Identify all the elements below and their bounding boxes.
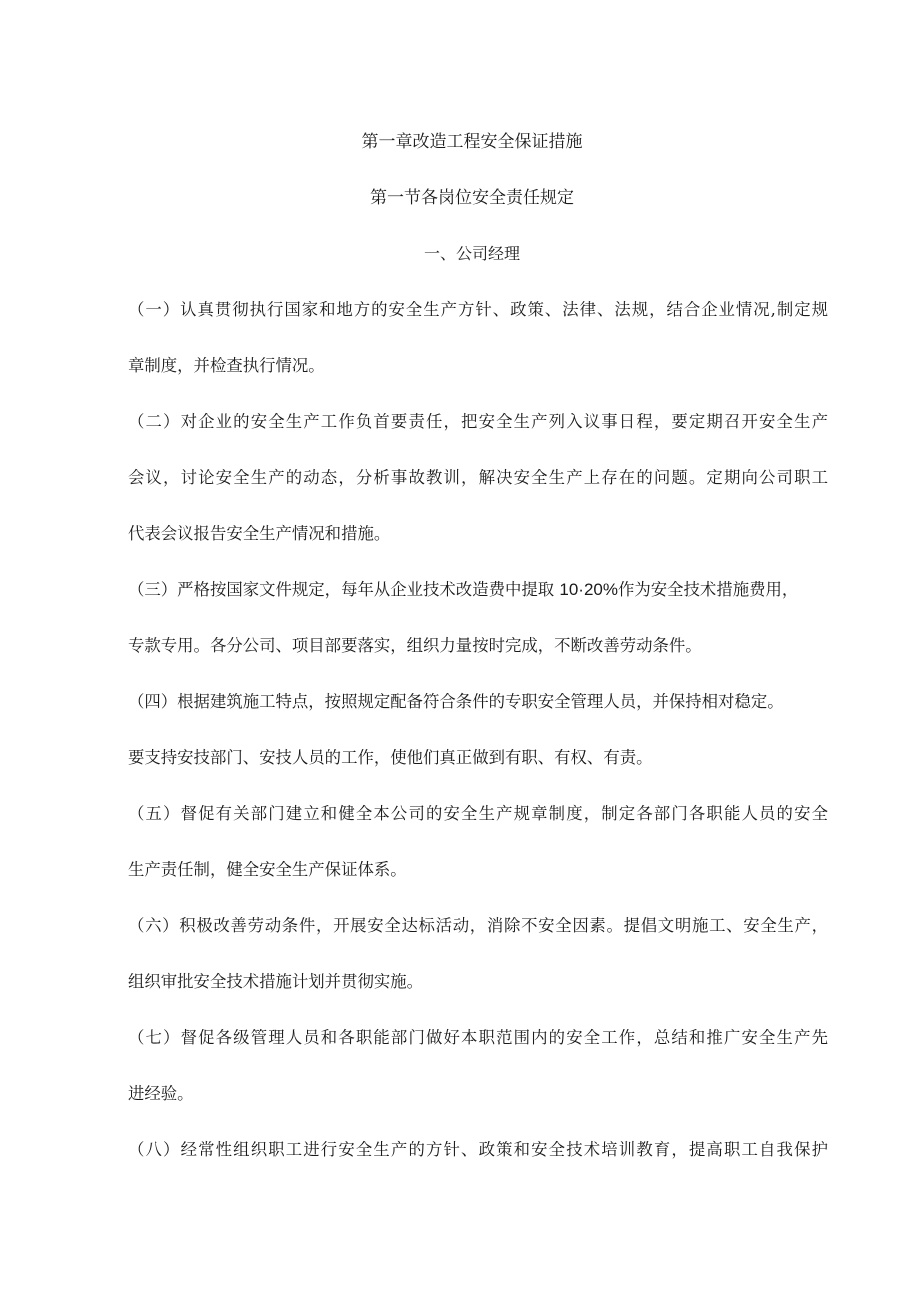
- subsection-title: 一、公司经理: [423, 244, 520, 263]
- section-title: 第一节各岗位安全责任规定: [370, 188, 574, 208]
- paragraph-line: 组织审批安全技术措施计划并贯彻实施。: [128, 972, 424, 991]
- paragraph-text: （三）严格按国家文件规定，每年从企业技术改造费中提取: [128, 580, 555, 599]
- paragraph-line: （一）认真贯彻执行国家和地方的安全生产方针、政策、法律、法规，结合企业情况,制定规: [128, 300, 828, 319]
- chapter-title: 第一章改造工程安全保证措施: [361, 132, 583, 152]
- paragraph-line: （六）积极改善劳动条件，开展安全达标活动，消除不安全因素。提倡文明施工、安全生产，: [128, 916, 828, 935]
- paragraph-text: 作为安全技术措施费用，: [617, 580, 799, 599]
- paragraph-line: （八）经常性组织职工进行安全生产的方针、政策和安全技术培训教育，提高职工自我保护: [128, 1140, 828, 1159]
- paragraph-line: 代表会议报告安全生产情况和措施。: [128, 524, 391, 543]
- paragraph-line: 生产责任制，健全安全生产保证体系。: [128, 860, 407, 879]
- paragraph-line: 章制度，并检查执行情况。: [128, 356, 325, 375]
- percent-range: 10·20%: [559, 580, 618, 599]
- paragraph-line: （四）根据建筑施工特点，按照规定配备符合条件的专职安全管理人员，并保持相对稳定。: [128, 692, 784, 711]
- paragraph-line: （二）对企业的安全生产工作负首要责任，把安全生产列入议事日程，要定期召开安全生产: [128, 412, 828, 431]
- paragraph-line: 进经验。: [128, 1084, 194, 1103]
- paragraph-line: （五）督促有关部门建立和健全本公司的安全生产规章制度，制定各部门各职能人员的安全: [128, 804, 828, 823]
- paragraph-line: 会议，讨论安全生产的动态，分析事故教训，解决安全生产上存在的问题。定期向公司职工: [128, 468, 828, 487]
- paragraph-line: （七）督促各级管理人员和各职能部门做好本职范围内的安全工作，总结和推广安全生产先: [128, 1028, 828, 1047]
- paragraph-line: 要支持安技部门、安技人员的工作，使他们真正做到有职、有权、有责。: [128, 748, 653, 767]
- paragraph-line: 专款专用。各分公司、项目部要落实，组织力量按时完成，不断改善劳动条件。: [128, 636, 702, 655]
- paragraph-line: [128, 578, 828, 602]
